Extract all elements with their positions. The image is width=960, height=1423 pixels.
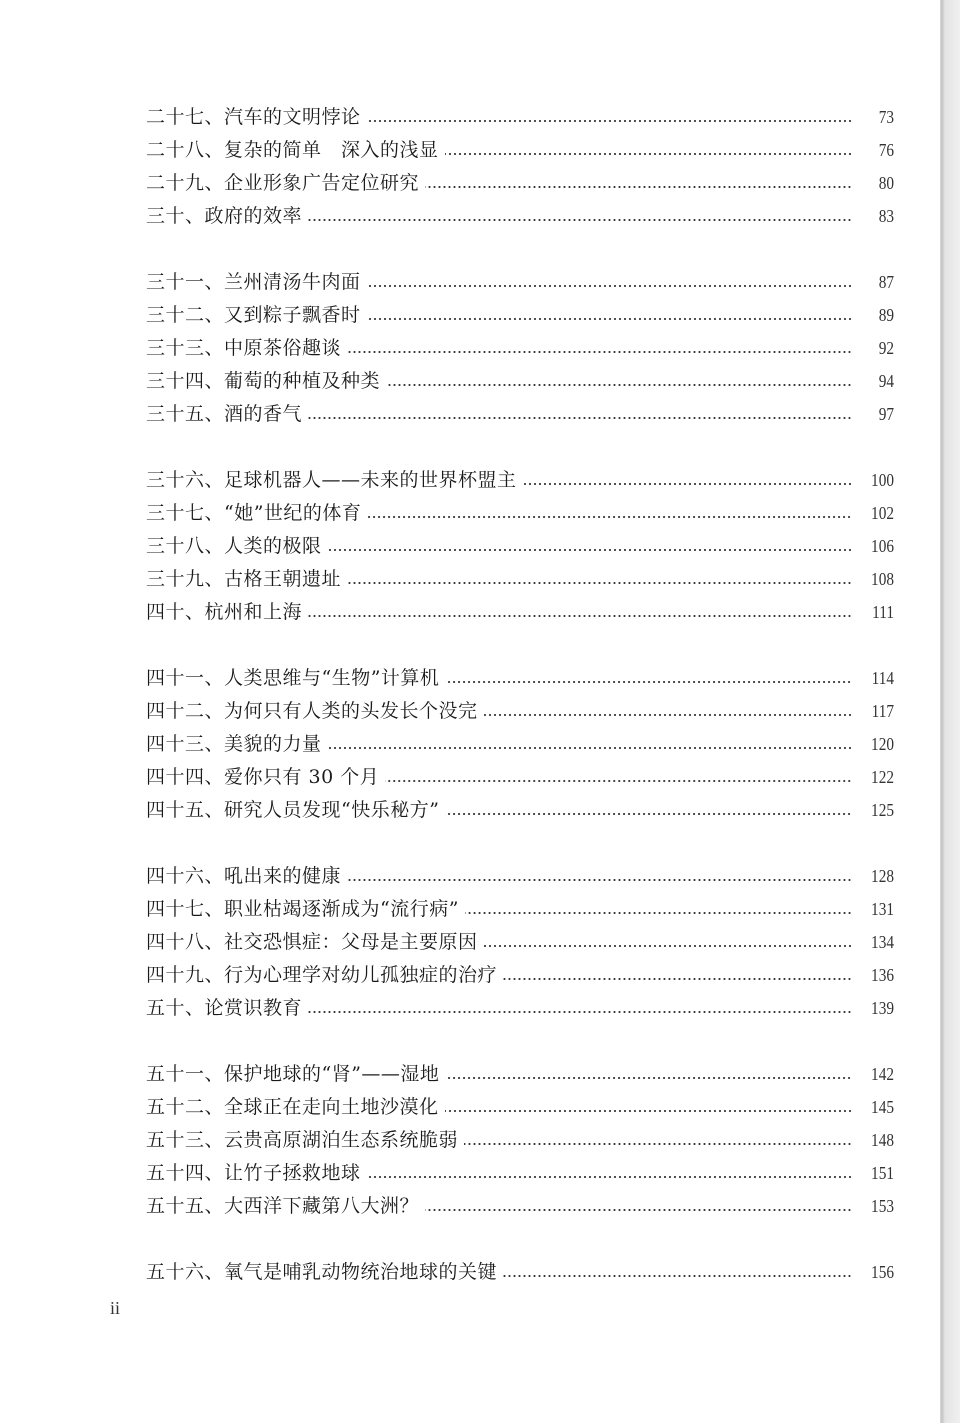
dot-leader (328, 548, 852, 552)
toc-entry-title: 四十一、人类思维与“生物”计算机 (146, 667, 440, 689)
toc-entry[interactable] (146, 1124, 894, 1157)
dot-leader (445, 812, 852, 816)
toc-entry-page-number: 151 (871, 1163, 894, 1183)
toc-entry-page-number: 136 (871, 965, 894, 985)
toc-entry[interactable] (146, 1190, 894, 1223)
dot-leader (308, 1010, 852, 1014)
toc-entry[interactable] (146, 1058, 894, 1091)
toc-entry-title: 三十八、人类的极限 (146, 535, 322, 557)
toc-group (146, 464, 894, 629)
toc-entry[interactable] (146, 695, 894, 728)
dot-leader (385, 779, 852, 783)
toc-entry-page-number: 97 (878, 404, 894, 424)
toc-entry[interactable] (146, 761, 894, 794)
toc-entry[interactable] (146, 398, 894, 431)
toc-entry-page-number: 108 (871, 569, 894, 589)
toc-entry-title: 三十七、“她”世纪的体育 (146, 502, 362, 524)
dot-leader (386, 383, 852, 387)
dot-leader (308, 416, 852, 420)
toc-entry[interactable] (146, 893, 894, 926)
page-number-folio: ii (110, 1298, 121, 1318)
toc-entry[interactable] (146, 926, 894, 959)
toc-entry[interactable] (146, 1091, 894, 1124)
toc-entry-page-number: 114 (871, 668, 894, 688)
toc-entry-page-number: 76 (878, 140, 894, 160)
toc-entry[interactable] (146, 266, 894, 299)
toc-entry[interactable] (146, 992, 894, 1025)
toc-entry-page-number: 128 (871, 866, 894, 886)
toc-group (146, 101, 894, 233)
toc-entry-title: 三十三、中原茶俗趣谈 (146, 337, 342, 359)
toc-entry-page-number: 131 (871, 899, 894, 919)
toc-entry-page-number: 89 (878, 305, 894, 325)
dot-leader (465, 911, 852, 915)
toc-group (146, 662, 894, 827)
dot-leader (367, 284, 852, 288)
dot-leader (347, 878, 852, 882)
dot-leader (367, 317, 852, 321)
toc-entry-title: 五十、论赏识教育 (146, 997, 303, 1019)
toc-entry-title: 三十一、兰州清汤牛肉面 (146, 271, 361, 293)
toc-entry-title: 四十、杭州和上海 (146, 601, 303, 623)
toc-entry[interactable] (146, 365, 894, 398)
toc-entry[interactable] (146, 794, 894, 827)
dot-leader (445, 680, 852, 684)
dot-leader (484, 944, 852, 948)
toc-entry-title: 二十九、企业形象广告定位研究 (146, 172, 420, 194)
toc-entry-title: 三十五、酒的香气 (146, 403, 303, 425)
toc-entry-page-number: 145 (871, 1097, 894, 1117)
toc-entry-title: 四十六、吼出来的健康 (146, 865, 342, 887)
dot-leader (367, 1175, 852, 1179)
toc-entry-title: 三十六、足球机器人——未来的世界杯盟主 (146, 469, 517, 491)
toc-entry-title: 五十二、全球正在走向土地沙漠化 (146, 1096, 439, 1118)
toc-entry-title: 四十四、爱你只有 30 个月 (146, 766, 380, 788)
toc-group (146, 860, 894, 1025)
page-edge-shadow (940, 0, 960, 1423)
toc-entry-title: 三十二、又到粽子飘香时 (146, 304, 361, 326)
toc-entry-page-number: 87 (878, 272, 894, 292)
toc-group (146, 1058, 894, 1223)
dot-leader (503, 977, 852, 981)
dot-leader (445, 1109, 852, 1113)
toc-entry-title: 四十八、社交恐惧症：父母是主要原因 (146, 931, 478, 953)
toc-entry[interactable] (146, 860, 894, 893)
dot-leader (484, 713, 852, 717)
toc-entry-title: 四十五、研究人员发现“快乐秘方” (146, 799, 440, 821)
toc-entry-title: 三十四、葡萄的种植及种类 (146, 370, 381, 392)
dot-leader (347, 581, 852, 585)
toc-entry[interactable] (146, 134, 894, 167)
dot-leader (445, 152, 852, 156)
toc-entry-page-number: 148 (871, 1130, 894, 1150)
toc-entry-page-number: 80 (878, 173, 894, 193)
toc-entry[interactable] (146, 1256, 894, 1289)
dot-leader (464, 1142, 852, 1146)
toc-group (146, 266, 894, 431)
toc-entry-title: 二十八、复杂的简单 深入的浅显 (146, 139, 439, 161)
toc-entry-title: 五十五、大西洋下藏第八大洲？ (146, 1195, 420, 1217)
dot-leader (425, 185, 852, 189)
toc-entry-title: 五十四、让竹子拯救地球 (146, 1162, 361, 1184)
toc-entry[interactable] (146, 1157, 894, 1190)
toc-entry-page-number: 83 (878, 206, 894, 226)
toc-entry-title: 三十、政府的效率 (146, 205, 303, 227)
toc-group (146, 1256, 894, 1289)
toc-entry-page-number: 156 (871, 1262, 894, 1282)
dot-leader (503, 1274, 852, 1278)
toc-entry[interactable] (146, 299, 894, 332)
dot-leader (425, 1208, 852, 1212)
toc-entry-title: 四十二、为何只有人类的头发长个没完 (146, 700, 478, 722)
toc-entry-page-number: 134 (871, 932, 894, 952)
toc-entry-title: 四十七、职业枯竭逐渐成为“流行病” (146, 898, 459, 920)
toc-entry[interactable] (146, 200, 894, 233)
dot-leader (367, 515, 852, 519)
toc-entry[interactable] (146, 530, 894, 563)
toc-entry-title: 五十一、保护地球的“肾”——湿地 (146, 1063, 440, 1085)
toc-entry[interactable] (146, 497, 894, 530)
toc-entry[interactable] (146, 563, 894, 596)
toc-entry-title: 五十三、云贵高原湖泊生态系统脆弱 (146, 1129, 459, 1151)
toc-entry[interactable] (146, 662, 894, 695)
toc-entry[interactable] (146, 332, 894, 365)
dot-leader (367, 119, 852, 123)
toc-entry-page-number: 142 (871, 1064, 894, 1084)
toc-entry[interactable] (146, 959, 894, 992)
dot-leader (308, 218, 852, 222)
dot-leader (445, 1076, 852, 1080)
toc-entry-page-number: 106 (871, 536, 894, 556)
toc-entry-page-number: 122 (871, 767, 894, 787)
dot-leader (347, 350, 852, 354)
toc-entry[interactable] (146, 728, 894, 761)
toc-entry-title: 二十七、汽车的文明悖论 (146, 106, 361, 128)
toc-entry-title: 五十六、氧气是哺乳动物统治地球的关键 (146, 1261, 498, 1283)
toc-entry-page-number: 139 (871, 998, 894, 1018)
toc-entry-page-number: 153 (871, 1196, 894, 1216)
toc-entry[interactable] (146, 596, 894, 629)
table-of-contents (146, 101, 894, 1322)
toc-entry[interactable] (146, 167, 894, 200)
dot-leader (308, 614, 852, 618)
toc-entry-title: 四十九、行为心理学对幼儿孤独症的治疗 (146, 964, 498, 986)
toc-entry-page-number: 100 (871, 470, 894, 490)
toc-entry[interactable] (146, 101, 894, 134)
toc-entry-title: 四十三、美貌的力量 (146, 733, 322, 755)
toc-entry-page-number: 92 (878, 338, 894, 358)
dot-leader (523, 482, 852, 486)
toc-entry-page-number: 111 (872, 602, 894, 622)
toc-entry-page-number: 117 (871, 701, 894, 721)
toc-entry-page-number: 120 (871, 734, 894, 754)
toc-entry-page-number: 94 (878, 371, 894, 391)
toc-entry-title: 三十九、古格王朝遗址 (146, 568, 342, 590)
toc-entry-page-number: 102 (871, 503, 894, 523)
toc-entry-page-number: 125 (871, 800, 894, 820)
dot-leader (328, 746, 852, 750)
toc-entry-page-number: 73 (878, 107, 894, 127)
toc-entry[interactable] (146, 464, 894, 497)
